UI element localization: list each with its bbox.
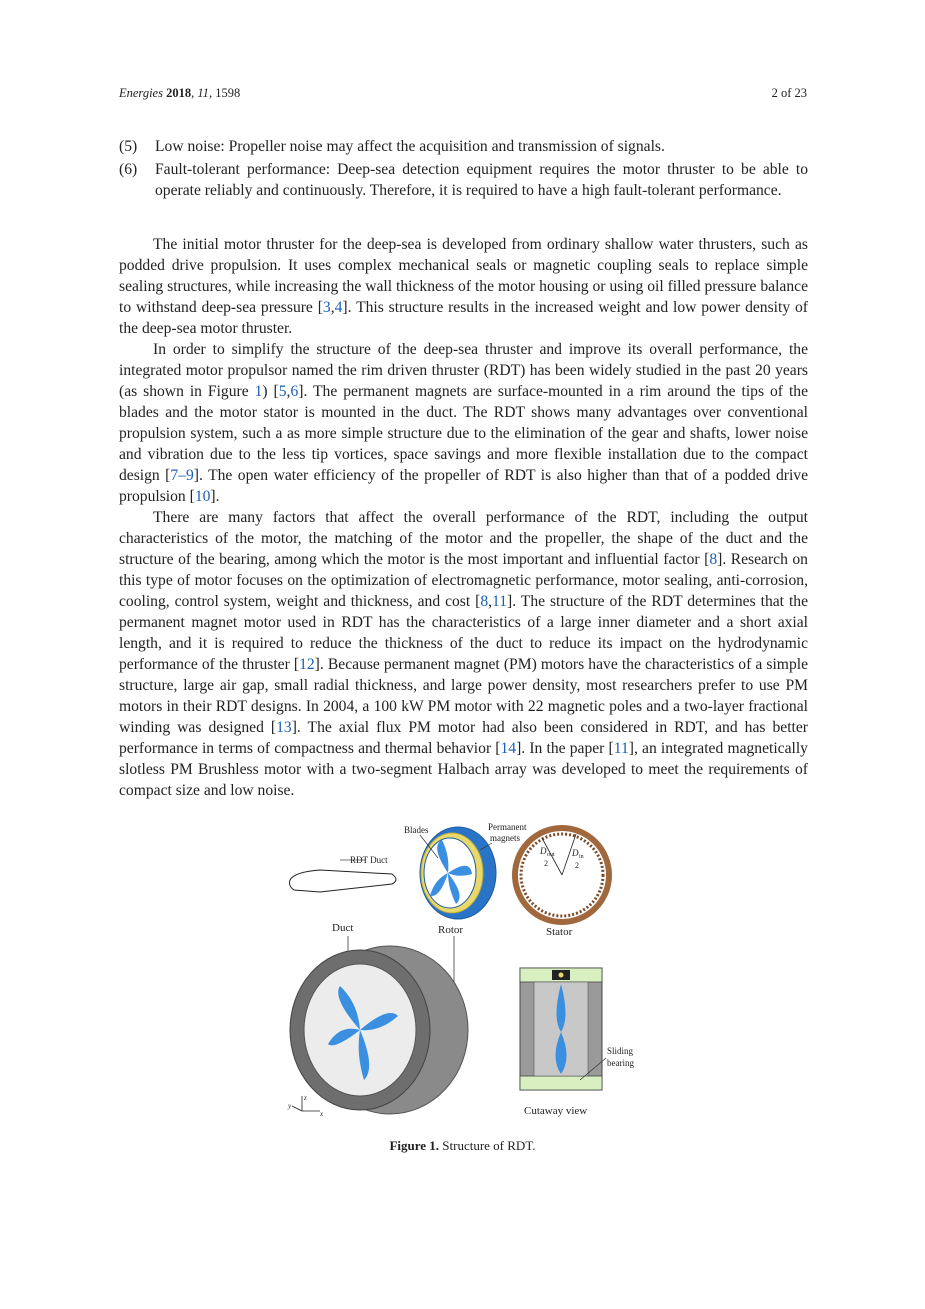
label-magnets: magnets [490,833,520,843]
label-blades: Blades [404,825,429,835]
paragraph: The initial motor thruster for the deep-sea is developed from ordinary shallow water thrusters, such as podded drive propulsion. It uses complex mechanical seals or magnetic coupling seals to replace simple sealing structures, while increasing the wall thickness of the motor housing or using oil filled pressure balance to withstand deep-sea pressure [3,4]. This structure results in the increased weight and low power density of the deep-sea motor thruster. [119,236,808,337]
axis-z-label: z [304,1094,307,1102]
duct-profile-shape [290,870,397,892]
requirements-list [119,136,808,203]
figure-caption: Figure 1. Structure of RDT. [389,1138,536,1153]
list-item: (6) Fault-tolerant performance: Deep-sea detection equipment requires the motor thruster to be able to operate reliably and continuously. Therefore, it is required to have a high fault-tolerant performance. [119,161,808,199]
label-din: D [572,848,579,858]
body-text [119,234,808,801]
axis-x-label: x [320,1110,324,1118]
svg-text:2: 2 [575,861,579,870]
page-number: 2 of 23 [771,86,807,100]
citation-link[interactable]: 11 [613,740,629,757]
label-dout: D [540,846,547,856]
citation-link[interactable]: 12 [299,656,315,673]
label-duct: Duct [332,922,354,934]
citation-link[interactable]: 3 [322,299,331,316]
citation-link[interactable]: 5 [278,383,287,400]
paragraph: There are many factors that affect the overall performance of the RDT, including the output characteristics of the motor, the matching of the motor and the propeller, the shape of the duct and the structure of the bearing, among which the motor is the most important and influential factor [8]. Research on this type of motor focuses on the optimization of electromagnetic performance, motor sealing, anti-corrosion, cooling, control system, weight and thickness, and cost [8,11]. The structure of the RDT determines that the permanent magnet motor used in RDT has the characteristics of a large inner diameter and a short axial length, and it is required to reduce the thickness of the duct to reduce its impact on the hydrodynamic performance of the thruster [12]. Because permanent magnet (PM) motors have the characteristics of a simple structure, large air gap, small radial thickness, and large power density, most researchers prefer to use PM motors in their RDT designs. In 2004, a 100 kW PM motor with 22 magnetic poles and a two-layer fractional winding was designed [13]. The axial flux PM motor had also been considered in RDT, and has better performance in terms of compactness and thermal behavior [14]. In the paper [11], an integrated magnetically slotless PM Brushless motor with a two-segment Halbach array was developed to meet the requirements of compact size and low noise. [119,509,808,799]
page-header [119,86,807,104]
rdt-diagram [280,818,650,1123]
label-rotor: Rotor [438,924,464,936]
axis-y-label: y [288,1102,292,1110]
label-permanent: Permanent [488,822,527,832]
citation-link[interactable]: 13 [276,719,292,736]
citation-link[interactable]: 10 [194,488,211,505]
label-rdt-duct: RDT Duct [350,855,388,865]
citation-link[interactable]: 8 [709,551,718,568]
citation-link[interactable]: 6 [290,383,299,400]
paragraph: In order to simplify the structure of the deep-sea thruster and improve its overall performance, the integrated motor propulsor named the rim driven thruster (RDT) has been widely studied in the past 20 years (as shown in Figure 1) [5,6]. The permanent magnets are surface-mounted in a rim around the tips of the blades and the motor stator is mounted in the duct. The RDT shows many advantages over conventional propulsion system, such a as more simple structure due to the elimination of the gear and shafts, lower noise and vibration due to the less tip vortices, space savings and more flexible installation due to the compact design [7–9]. The open water efficiency of the propeller of RDT is also higher than that of a podded drive propulsion [10]. [119,341,809,505]
journal-citation: Energies 2018, 11, 1598 [119,86,241,100]
label-cutaway: Cutaway view [524,1105,588,1117]
svg-text:out: out [547,852,555,858]
citation-link[interactable]: 7–9 [170,467,194,484]
svg-text:in: in [579,854,584,860]
citation-link[interactable]: 4 [334,299,343,316]
label-stator: Stator [546,926,573,938]
figure-link[interactable]: 1 [254,383,263,400]
figure-rdt-structure [280,818,650,1123]
citation-link[interactable]: 8 [480,593,489,610]
label-bearing: bearing [607,1058,634,1068]
citation-link[interactable]: 11 [492,593,508,610]
svg-text:2: 2 [544,859,548,868]
list-item: (5) Low noise: Propeller noise may affect the acquisition and transmission of signals. [119,138,665,155]
citation-link[interactable]: 14 [500,740,517,757]
label-sliding: Sliding [607,1046,634,1056]
